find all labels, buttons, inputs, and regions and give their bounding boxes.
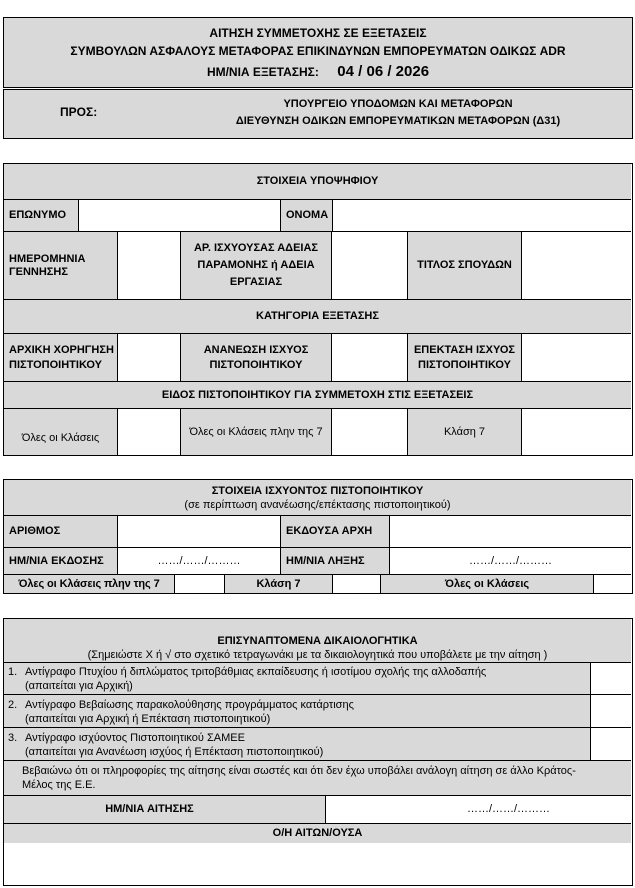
candidate-section xyxy=(3,163,633,456)
extension-checkbox[interactable] xyxy=(522,334,631,382)
applicant-label: Ο/Η ΑΙΤΩΝ/ΟΥΣΑ xyxy=(272,827,363,839)
type-all-classes-label: Όλες οι Κλάσεις xyxy=(4,409,118,455)
document-item-3-line1: Αντίγραφο ισχύοντος Πιστοποιητικού ΣΑΜΕΕ xyxy=(25,732,245,744)
document-item-1-line1: Αντίγραφο Πτυχίου ή διπλώματος τριτοβάθμιας εκπαίδευσης ή ισοτίμου σχολής της αλλοδαπής xyxy=(25,666,487,678)
applicant-signature-area[interactable] xyxy=(4,843,631,885)
initial-checkbox[interactable] xyxy=(118,334,181,382)
documents-title: ΕΠΙΣΥΝΑΠΤΟΜΕΝΑ ΔΙΚΑΙΟΛΟΓΗΤΙΚΑ xyxy=(217,635,418,647)
issuing-authority-field[interactable] xyxy=(390,516,631,548)
category-title: ΚΑΤΗΓΟΡΙΑ ΕΞΕΤΑΣΗΣ xyxy=(4,300,631,334)
document-item-3-num: 3. xyxy=(8,732,18,744)
application-date-label: ΗΜ/ΝΙΑ ΑΙΤΗΣΗΣ xyxy=(4,796,326,824)
cert-type-title: ΕΙΔΟΣ ΠΙΣΤΟΠΟΙΗΤΙΚΟΥ ΓΙΑ ΣΥΜΜΕΤΟΧΗ ΣΤΙΣ ΕΞΕΤΑΣΕΙΣ xyxy=(4,382,631,409)
degree-field[interactable] xyxy=(522,232,631,300)
initial-label: ΑΡΧΙΚΗ ΧΟΡΗΓΗΣΗ ΠΙΣΤΟΠΟΙΗΤΙΚΟΥ xyxy=(4,334,118,382)
declaration-line2: Μέλος της Ε.Ε. xyxy=(22,779,96,791)
extension-label: ΕΠΕΚΤΑΣΗ ΙΣΧΥΟΣ ΠΙΣΤΟΠΟΙΗΤΙΚΟΥ xyxy=(408,334,522,382)
candidate-title: ΣΤΟΙΧΕΙΑ ΥΠΟΨΗΦΙΟΥ xyxy=(4,164,631,200)
document-item-2 xyxy=(4,695,591,728)
cert-number-label: ΑΡΙΘΜΟΣ xyxy=(4,516,118,548)
declaration xyxy=(4,761,631,796)
exam-date-value[interactable]: 04 / 06 / 2026 xyxy=(337,63,430,80)
expiry-date-field[interactable]: ……/……/……… xyxy=(390,548,631,575)
cert-number-field[interactable] xyxy=(118,516,281,548)
birthdate-label: ΗΜΕΡΟΜΗΝΙΑ ΓΕΝΝΗΣΗΣ xyxy=(4,232,118,300)
birthdate-field[interactable] xyxy=(118,232,181,300)
declaration-line1: Βεβαιώνω ότι οι πληροφορίες της αίτησης είναι σωστές και ότι δεν έχω υποβάλει ανάλογη αίτηση σε άλλο Κράτος- xyxy=(22,765,576,777)
applicant-signature-header xyxy=(4,824,631,843)
document-item-3-checkbox[interactable] xyxy=(591,728,631,761)
type-except7-checkbox[interactable] xyxy=(332,409,408,455)
recipient-box xyxy=(3,89,633,139)
current-class7-checkbox[interactable] xyxy=(333,575,381,593)
recipient-line2: ΔΙΕΥΘΥΝΣΗ ΟΔΙΚΩΝ ΕΜΠΟΡΕΥΜΑΤΙΚΩΝ ΜΕΤΑΦΟΡΩΝ (Δ31) xyxy=(235,115,561,127)
documents-section xyxy=(3,618,633,886)
issue-date-label: ΗΜ/ΝΙΑ ΕΚΔΟΣΗΣ xyxy=(4,548,118,575)
documents-header xyxy=(4,619,631,663)
current-all-classes-label: Όλες οι Κλάσεις xyxy=(381,575,594,593)
documents-subtitle: (Σημειώστε Χ ή √ στο σχετικό τετραγωνάκι με τα δικαιολογητικά που υποβάλετε με την αίτηση ) xyxy=(87,649,548,661)
document-item-1 xyxy=(4,663,591,695)
document-item-1-checkbox[interactable] xyxy=(591,663,631,695)
document-item-1-num: 1. xyxy=(8,666,18,678)
document-item-3-line2: (απαιτείται για Ανανέωση ισχύος ή Επέκταση πιστοποιητικού) xyxy=(25,746,324,758)
permit-label: ΑΡ. ΙΣΧΥΟΥΣΑΣ ΑΔΕΙΑΣ ΠΑΡΑΜΟΝΗΣ ή ΑΔΕΙΑ ΕΡΓΑΣΙΑΣ xyxy=(181,232,332,300)
current-cert-section xyxy=(3,479,633,594)
type-class7-checkbox[interactable] xyxy=(522,409,631,455)
type-all-classes-checkbox[interactable] xyxy=(118,409,181,455)
current-except7-label: Όλες οι Κλάσεις πλην της 7 xyxy=(4,575,175,593)
name-label: ΟΝΟΜΑ xyxy=(281,200,333,232)
type-class7-label: Κλάση 7 xyxy=(408,409,522,455)
document-item-2-checkbox[interactable] xyxy=(591,695,631,728)
current-cert-header xyxy=(4,480,631,516)
exam-date-row xyxy=(4,63,632,81)
renewal-label: ΑΝΑΝΕΩΣΗ ΙΣΧΥΟΣ ΠΙΣΤΟΠΟΙΗΤΙΚΟΥ xyxy=(181,334,332,382)
document-item-2-line1: Αντίγραφο Βεβαίωσης παρακολούθησης προγράμματος κατάρτισης xyxy=(25,699,354,711)
degree-label: ΤΙΤΛΟΣ ΣΠΟΥΔΩΝ xyxy=(408,232,522,300)
document-item-2-num: 2. xyxy=(8,699,18,711)
surname-label: ΕΠΩΝΥΜΟ xyxy=(4,200,79,232)
document-item-1-line2: (απαιτείται για Αρχική) xyxy=(25,680,133,692)
document-item-2-line2: (απαιτείται για Αρχική ή Επέκταση πιστοποιητικού) xyxy=(25,713,271,725)
current-cert-subtitle: (σε περίπτωση ανανέωσης/επέκτασης πιστοποιητικού) xyxy=(184,499,451,511)
renewal-checkbox[interactable] xyxy=(332,334,408,382)
name-field[interactable] xyxy=(333,200,631,232)
document-item-3 xyxy=(4,728,591,761)
exam-date-label: ΗΜ/ΝΙΑ ΕΞΕΤΑΣΗΣ: xyxy=(206,65,319,79)
permit-field[interactable] xyxy=(332,232,408,300)
type-except7-label: Όλες οι Κλάσεις πλην της 7 xyxy=(181,409,332,455)
application-date-field[interactable]: ……/……/……… xyxy=(326,796,631,824)
current-class7-label: Κλάση 7 xyxy=(225,575,333,593)
current-all-classes-checkbox[interactable] xyxy=(594,575,631,593)
form-header xyxy=(3,17,633,88)
form-title-line1: ΑΙΤΗΣΗ ΣΥΜΜΕΤΟΧΗΣ ΣΕ ΕΞΕΤΑΣΕΙΣ xyxy=(209,26,427,40)
issue-date-field[interactable]: ……/……/……… xyxy=(118,548,281,575)
issuing-authority-label: ΕΚΔΟΥΣΑ ΑΡΧΗ xyxy=(281,516,390,548)
current-cert-title: ΣΤΟΙΧΕΙΑ ΙΣΧΥΟΝΤΟΣ ΠΙΣΤΟΠΟΙΗΤΙΚΟΥ xyxy=(211,485,424,497)
surname-field[interactable] xyxy=(79,200,281,232)
current-except7-checkbox[interactable] xyxy=(175,575,225,593)
expiry-date-label: ΗΜ/ΝΙΑ ΛΗΞΗΣ xyxy=(281,548,390,575)
recipient-line1: ΥΠΟΥΡΓΕΙΟ ΥΠΟΔΟΜΩΝ ΚΑΙ ΜΕΤΑΦΟΡΩΝ xyxy=(283,98,513,110)
form-title-line2: ΣΥΜΒΟΥΛΩΝ ΑΣΦΑΛΟΥΣ ΜΕΤΑΦΟΡΑΣ ΕΠΙΚΙΝΔΥΝΩΝ ΕΜΠΟΡΕΥΜΑΤΩΝ ΟΔΙΚΩΣ ADR xyxy=(70,44,566,58)
recipient-label: ΠΡΟΣ: xyxy=(60,105,98,119)
